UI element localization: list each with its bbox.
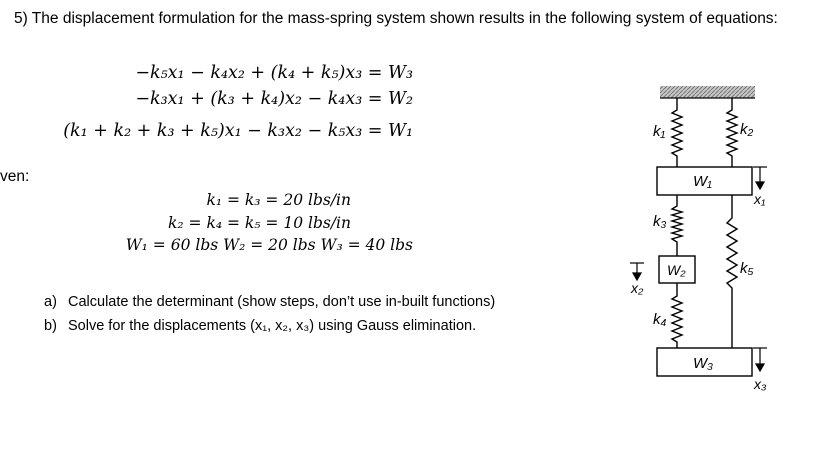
question-a [44,294,495,310]
question-a-tag: a) [44,294,57,310]
given-label: ven: [0,168,30,185]
question-b-tag: b) [44,318,57,334]
label-x2: x₂ [631,280,644,296]
arrow-x3 [756,364,764,371]
arrow-x1 [756,182,764,189]
mass-spring-diagram [615,78,815,408]
label-w3: W₃ [693,355,714,372]
label-k5: k₅ [740,260,754,277]
given-stiffness-2: k₂ = k₄ = k₅ = 10 lbs/in [168,214,351,232]
spring-k3 [672,195,682,256]
equation-3: (k₁ + k₂ + k₃ + k₅)x₁ − k₃x₂ − k₅x₃ = W₁ [63,121,413,141]
problem-statement: 5) The displacement formulation for the mass-spring system shown results in the following system of equations: [14,10,778,27]
arrow-x2 [633,273,641,280]
spring-k1 [672,98,682,167]
question-a-text: Calculate the determinant (show steps, don’t use in-built functions) [68,294,496,310]
given-weights: W₁ = 60 lbs W₂ = 20 lbs W₃ = 40 lbs [125,236,413,254]
given-stiffness-1: k₁ = k₃ = 20 lbs/in [206,191,351,209]
label-k2: k₂ [740,121,754,138]
equation-1: −k₅x₁ − k₄x₂ + (k₄ + k₅)x₃ = W₃ [135,63,413,83]
label-x3: x₃ [754,376,767,392]
label-k4: k₄ [653,311,667,328]
spring-k2 [727,98,737,167]
equation-2: −k₃x₁ + (k₃ + k₄)x₂ − k₄x₃ = W₂ [135,89,413,109]
label-w2: W₂ [667,262,686,278]
label-w1: W₁ [693,173,712,190]
spring-k5 [727,195,737,348]
question-b-text: Solve for the displacements (x₁, x₂, x₃) using Gauss elimination. [68,318,477,334]
label-k3: k₃ [653,213,667,230]
label-x1: x₁ [754,191,766,207]
question-b [44,318,476,334]
label-k1: k₁ [653,123,666,140]
spring-k4 [672,283,682,348]
ceiling-support [660,86,755,98]
